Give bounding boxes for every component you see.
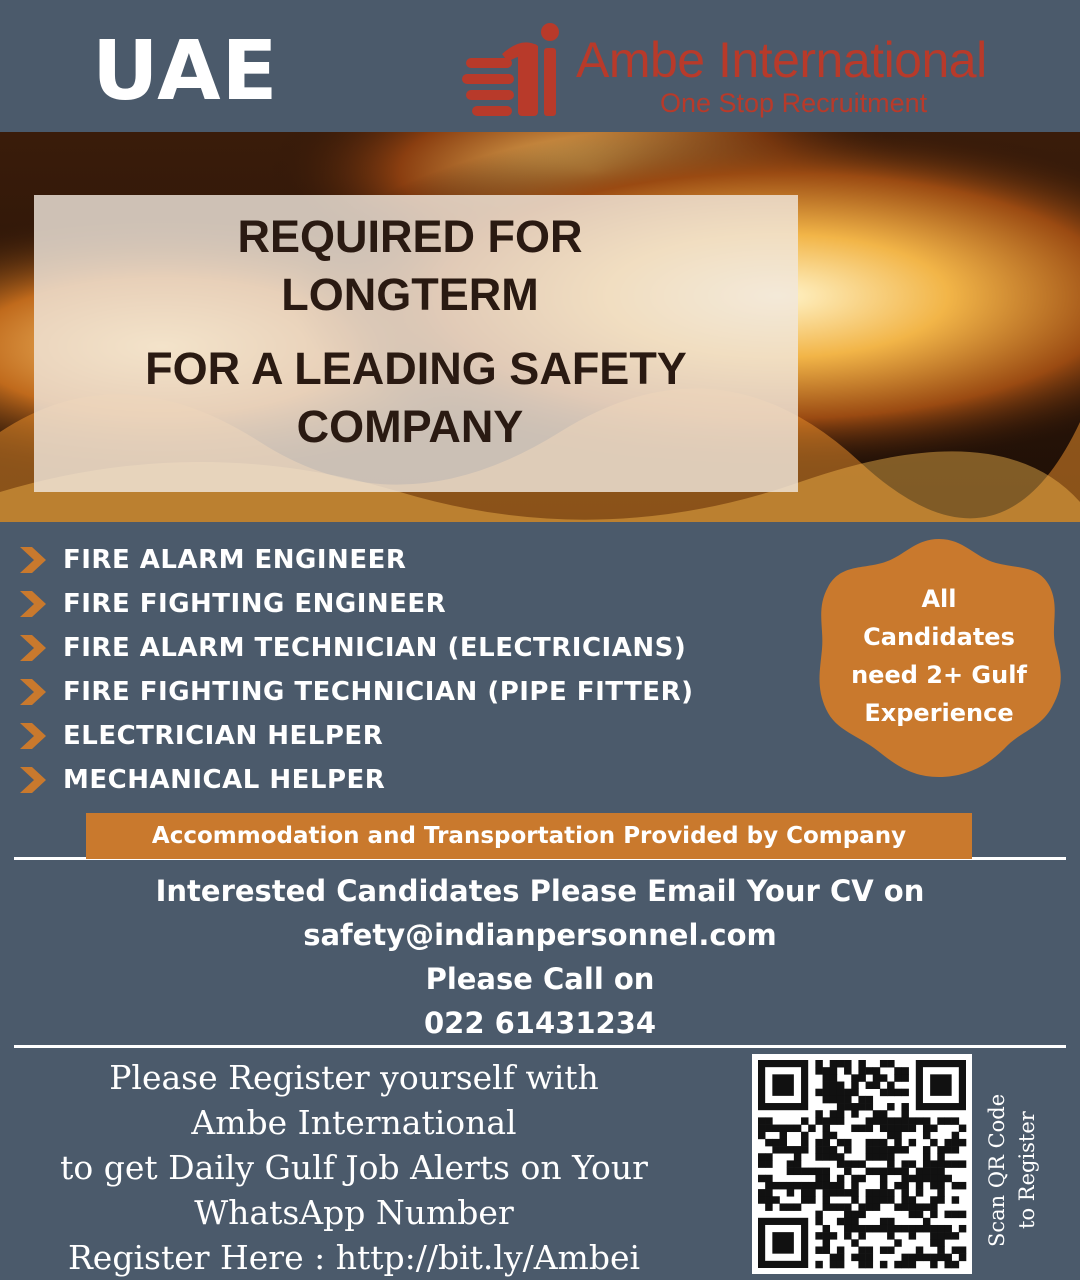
headline-overlay (34, 195, 798, 492)
job-item (18, 540, 406, 580)
brand-tagline: One Stop Recruitment (660, 88, 928, 118)
chevron-right-icon (18, 591, 48, 617)
email-address[interactable]: safety@indianpersonnel.com (303, 918, 777, 952)
job-item (18, 760, 385, 800)
headline-line-4: COMPANY (296, 401, 524, 452)
job-title: FIRE ALARM TECHNICIAN (ELECTRICIANS) (63, 633, 687, 663)
badge-line-1: All (921, 585, 957, 613)
headline-line-3: FOR A LEADING SAFETY (145, 343, 687, 394)
register-line-2: Ambe International (191, 1103, 517, 1142)
country-heading: UAE (92, 24, 279, 119)
chevron-right-icon (18, 723, 48, 749)
chevron-right-icon (18, 767, 48, 793)
job-title: FIRE FIGHTING ENGINEER (63, 589, 447, 619)
register-line-3: to get Daily Gulf Job Alerts on Your (60, 1148, 648, 1187)
chevron-right-icon (18, 679, 48, 705)
badge-line-3: need 2+ Gulf (851, 661, 1027, 689)
email-prompt: Interested Candidates Please Email Your CV on (155, 874, 925, 908)
job-item (18, 672, 693, 712)
qr-caption (982, 1070, 1042, 1270)
register-line-1: Please Register yourself with (109, 1058, 599, 1097)
register-link[interactable]: Register Here : http://bit.ly/Ambei (67, 1238, 641, 1277)
qr-caption-line-2: to Register (1015, 1111, 1039, 1229)
qr-code-icon (752, 1054, 972, 1274)
call-prompt: Please Call on (425, 962, 655, 996)
phone-number[interactable]: 022 61431234 (423, 1006, 657, 1040)
chevron-right-icon (18, 635, 48, 661)
chevron-right-icon (18, 547, 48, 573)
divider (14, 1045, 1066, 1048)
job-item (18, 584, 446, 624)
job-title: FIRE ALARM ENGINEER (63, 545, 407, 575)
headline-line-1: REQUIRED FOR (237, 211, 583, 262)
job-title: ELECTRICIAN HELPER (63, 721, 384, 751)
job-item (18, 716, 383, 756)
register-line-4: WhatsApp Number (194, 1193, 514, 1232)
badge-line-2: Candidates (863, 623, 1015, 651)
qr-code[interactable] (752, 1054, 972, 1274)
job-title: FIRE FIGHTING TECHNICIAN (PIPE FITTER) (63, 677, 694, 707)
badge-line-4: Experience (864, 699, 1014, 727)
experience-badge-text (830, 580, 1048, 732)
headline-line-2: LONGTERM (281, 269, 539, 320)
job-title: MECHANICAL HELPER (63, 765, 386, 795)
brand-name: Ambe International (576, 32, 987, 88)
accommodation-banner: Accommodation and Transportation Provided by Company (86, 813, 972, 859)
job-item (18, 628, 686, 668)
qr-caption-line-1: Scan QR Code (985, 1093, 1009, 1247)
